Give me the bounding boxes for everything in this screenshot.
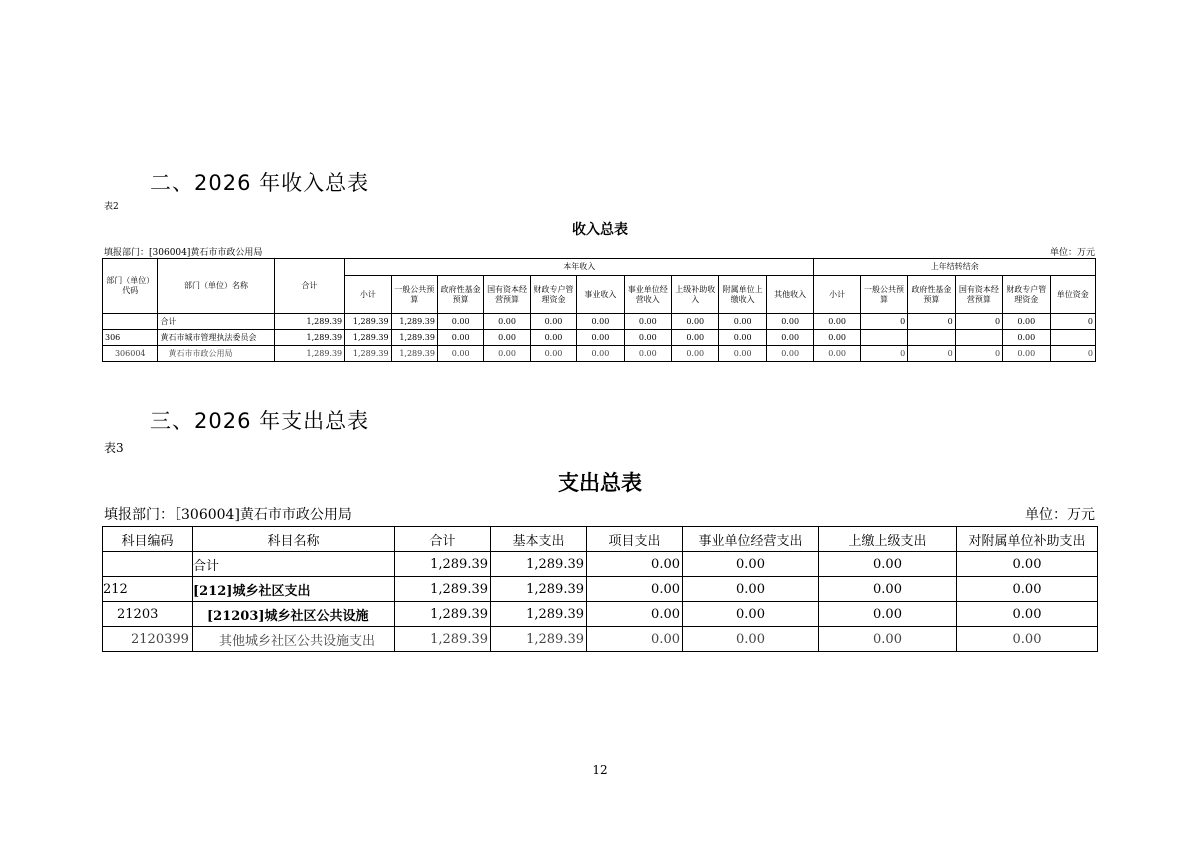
row-code: 306004 xyxy=(103,346,158,362)
row-value: 1,289.39 xyxy=(491,627,587,652)
row-value: 0.00 xyxy=(484,346,530,362)
row-value: 0.00 xyxy=(957,552,1098,577)
col-header-3: 基本支出 xyxy=(491,527,587,552)
row-value: 0 xyxy=(860,346,907,362)
row-value: 1,289.39 xyxy=(391,346,437,362)
row-value: 0.00 xyxy=(766,346,814,362)
row-value: 1,289.39 xyxy=(391,330,437,346)
col-current-income-0: 小计 xyxy=(345,276,391,314)
row-value: 0.00 xyxy=(624,330,671,346)
row-value: 1,289.39 xyxy=(274,346,345,362)
row-value: 1,289.39 xyxy=(345,314,391,330)
table-row xyxy=(103,330,1096,346)
row-name: [21203]城乡社区公共设施 xyxy=(193,602,395,627)
col-total: 合计 xyxy=(274,259,345,314)
section3-unit: 单位：万元 xyxy=(1025,507,1095,523)
row-value: 0 xyxy=(955,314,1002,330)
row-value: 0.00 xyxy=(1003,314,1050,330)
col-current-income-5: 事业收入 xyxy=(577,276,624,314)
row-value: 0.00 xyxy=(437,330,483,346)
section3-table-no: 表3 xyxy=(104,441,124,455)
row-value: 0.00 xyxy=(719,314,766,330)
row-value: 0.00 xyxy=(587,577,683,602)
col-current-income-4: 财政专户管理资金 xyxy=(530,276,576,314)
col-carryover-2: 政府性基金预算 xyxy=(908,276,955,314)
section3-title: 支出总表 xyxy=(558,471,642,495)
row-value: 1,289.39 xyxy=(491,577,587,602)
row-value: 1,289.39 xyxy=(391,314,437,330)
row-value: 0.00 xyxy=(957,627,1098,652)
row-value: 0.00 xyxy=(437,346,483,362)
row-value: 0.00 xyxy=(672,330,719,346)
row-value: 1,289.39 xyxy=(345,346,391,362)
section3-heading: 三、2026 年支出总表 xyxy=(150,409,370,433)
row-value: 1,289.39 xyxy=(395,577,491,602)
row-name: 黄石市城市管理执法委员会 xyxy=(158,330,274,346)
row-value: 0.00 xyxy=(1003,346,1050,362)
table-row xyxy=(103,314,1096,330)
col-code: 部门（单位）代码 xyxy=(103,259,158,314)
col-current-income-2: 政府性基金预算 xyxy=(437,276,483,314)
row-value: 0.00 xyxy=(683,577,819,602)
row-name: 合计 xyxy=(158,314,274,330)
row-value: 0.00 xyxy=(766,314,814,330)
row-value: 1,289.39 xyxy=(491,602,587,627)
row-value: 0 xyxy=(1050,346,1096,362)
col-current-income-7: 上级补助收入 xyxy=(672,276,719,314)
row-value: 0 xyxy=(908,346,955,362)
row-value: 0.00 xyxy=(819,627,957,652)
col-carryover-0: 小计 xyxy=(814,276,860,314)
row-value: 0.00 xyxy=(587,602,683,627)
col-carryover-5: 单位资金 xyxy=(1050,276,1096,314)
row-value: 0 xyxy=(1050,314,1096,330)
row-value: 1,289.39 xyxy=(395,602,491,627)
row-code: 2120399 xyxy=(103,627,193,652)
table-row xyxy=(103,627,1098,652)
col-header-0: 科目编码 xyxy=(103,527,193,552)
table-row xyxy=(103,577,1098,602)
row-value: 0.00 xyxy=(957,577,1098,602)
section2-table-no: 表2 xyxy=(104,202,119,212)
row-value xyxy=(860,330,907,346)
expenditure-summary-table xyxy=(102,526,1098,652)
col-group-current-income: 本年收入 xyxy=(345,259,814,276)
row-value xyxy=(955,330,1002,346)
row-value: 0.00 xyxy=(683,552,819,577)
row-value: 0.00 xyxy=(437,314,483,330)
row-name: 其他城乡社区公共设施支出 xyxy=(193,627,395,652)
table-row xyxy=(103,602,1098,627)
col-current-income-9: 其他收入 xyxy=(766,276,814,314)
row-value: 0.00 xyxy=(530,346,576,362)
row-value: 0.00 xyxy=(957,602,1098,627)
table-row xyxy=(103,552,1098,577)
row-value: 0.00 xyxy=(530,330,576,346)
section2-unit: 单位：万元 xyxy=(1049,248,1095,258)
page-number: 12 xyxy=(592,763,608,777)
row-value: 0.00 xyxy=(719,330,766,346)
section3-dept: 填报部门：［306004]黄石市市政公用局 xyxy=(104,507,352,523)
row-value: 0.00 xyxy=(587,552,683,577)
row-value xyxy=(908,330,955,346)
col-header-4: 项目支出 xyxy=(587,527,683,552)
row-value: 0.00 xyxy=(814,346,860,362)
row-value: 1,289.39 xyxy=(274,330,345,346)
row-value: 0 xyxy=(955,346,1002,362)
col-current-income-8: 附属单位上缴收入 xyxy=(719,276,766,314)
row-value: 0.00 xyxy=(484,314,530,330)
row-value: 0.00 xyxy=(683,627,819,652)
col-current-income-6: 事业单位经营收入 xyxy=(624,276,671,314)
row-code: 306 xyxy=(103,330,158,346)
row-value: 0.00 xyxy=(814,314,860,330)
row-value: 0.00 xyxy=(624,346,671,362)
row-value: 0.00 xyxy=(577,314,624,330)
row-value: 0.00 xyxy=(577,346,624,362)
row-value: 0.00 xyxy=(484,330,530,346)
row-value: 1,289.39 xyxy=(395,552,491,577)
col-header-6: 上缴上级支出 xyxy=(819,527,957,552)
row-value: 0 xyxy=(908,314,955,330)
section2-dept: 填报部门：[306004]黄石市市政公用局 xyxy=(104,248,263,258)
col-name: 部门（单位）名称 xyxy=(158,259,274,314)
row-code: 212 xyxy=(103,577,193,602)
row-name: 合计 xyxy=(193,552,395,577)
row-value: 0.00 xyxy=(819,577,957,602)
row-value: 1,289.39 xyxy=(395,627,491,652)
row-value: 0.00 xyxy=(814,330,860,346)
row-value: 0.00 xyxy=(587,627,683,652)
col-header-7: 对附属单位补助支出 xyxy=(957,527,1098,552)
section2-heading: 二、2026 年收入总表 xyxy=(150,171,370,195)
row-value: 0.00 xyxy=(577,330,624,346)
row-value: 0.00 xyxy=(819,602,957,627)
col-header-5: 事业单位经营支出 xyxy=(683,527,819,552)
row-value: 0.00 xyxy=(672,346,719,362)
row-value: 0.00 xyxy=(624,314,671,330)
income-summary-table xyxy=(102,258,1096,362)
col-header-1: 科目名称 xyxy=(193,527,395,552)
row-name: [212]城乡社区支出 xyxy=(193,577,395,602)
col-group-carryover: 上年结转结余 xyxy=(814,259,1096,276)
row-value: 0 xyxy=(860,314,907,330)
row-value: 0.00 xyxy=(1003,330,1050,346)
row-code: 21203 xyxy=(103,602,193,627)
table-row xyxy=(103,346,1096,362)
col-header-2: 合计 xyxy=(395,527,491,552)
row-value: 0.00 xyxy=(530,314,576,330)
row-value: 0.00 xyxy=(719,346,766,362)
col-carryover-1: 一般公共预算 xyxy=(860,276,907,314)
row-value: 1,289.39 xyxy=(491,552,587,577)
col-current-income-3: 国有资本经营预算 xyxy=(484,276,530,314)
row-code xyxy=(103,552,193,577)
row-value xyxy=(1050,330,1096,346)
row-value: 0.00 xyxy=(819,552,957,577)
row-code xyxy=(103,314,158,330)
row-value: 0.00 xyxy=(672,314,719,330)
row-name: 黄石市市政公用局 xyxy=(158,346,274,362)
col-current-income-1: 一般公共预算 xyxy=(391,276,437,314)
row-value: 0.00 xyxy=(766,330,814,346)
col-carryover-4: 财政专户管理资金 xyxy=(1003,276,1050,314)
col-carryover-3: 国有资本经营预算 xyxy=(955,276,1002,314)
section2-title: 收入总表 xyxy=(572,222,628,238)
row-value: 1,289.39 xyxy=(274,314,345,330)
row-value: 0.00 xyxy=(683,602,819,627)
row-value: 1,289.39 xyxy=(345,330,391,346)
